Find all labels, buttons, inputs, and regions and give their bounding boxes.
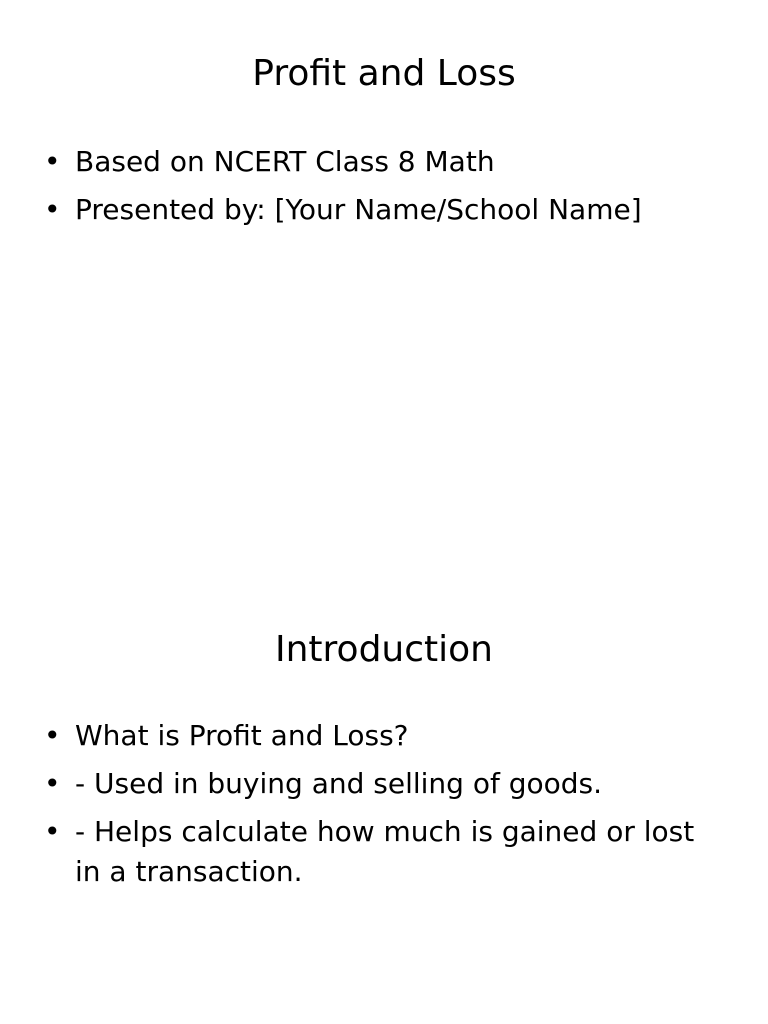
bullet-item	[44, 716, 724, 756]
bullet-text: Presented by: [Your Name/School Name]	[75, 193, 642, 226]
bullet-icon: •	[44, 193, 61, 226]
slide-title: Profit and Loss	[252, 53, 516, 94]
bullet-icon: •	[44, 145, 61, 178]
bullet-item	[44, 764, 724, 804]
bullet-item	[44, 190, 724, 230]
bullet-icon: •	[44, 719, 61, 752]
bullet-list	[44, 716, 724, 900]
bullet-text: - Used in buying and selling of goods.	[75, 767, 603, 800]
bullet-text: - Helps calculate how much is gained or lost in a transaction.	[75, 815, 695, 888]
bullet-item	[44, 812, 724, 892]
slide-title: Introduction	[274, 629, 493, 670]
bullet-text: What is Profit and Loss?	[75, 719, 409, 752]
slide-introduction	[0, 576, 768, 1024]
bullet-icon: •	[44, 815, 61, 848]
bullet-text: Based on NCERT Class 8 Math	[75, 145, 495, 178]
bullet-item	[44, 142, 724, 182]
bullet-list	[44, 142, 724, 238]
bullet-icon: •	[44, 767, 61, 800]
